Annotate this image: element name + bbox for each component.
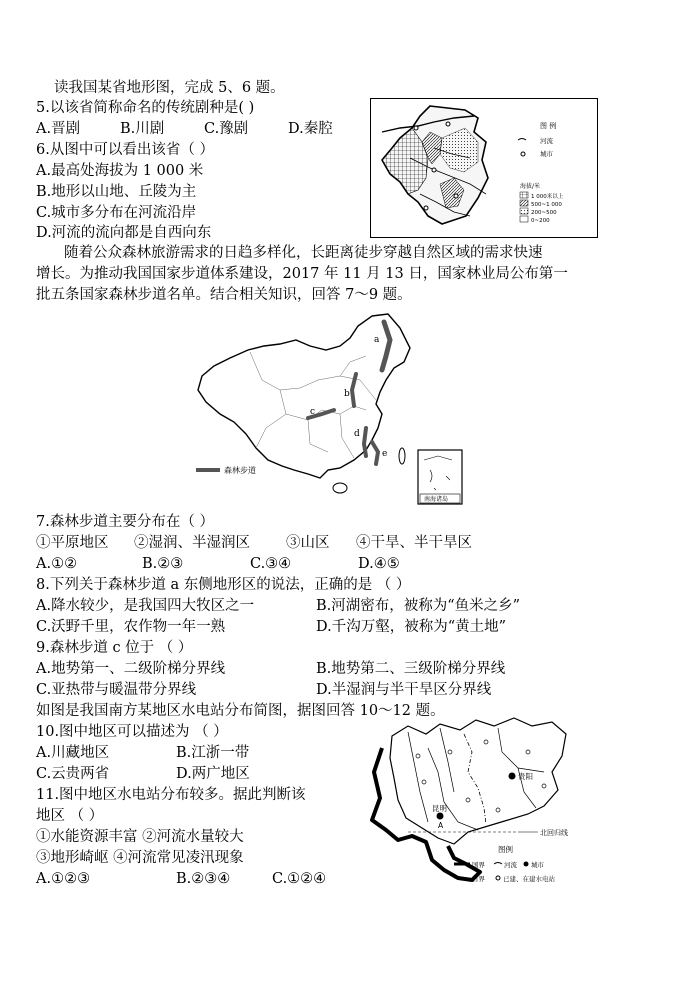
q5-stem: 5.以该省简称命名的传统剧种是( ) (36, 100, 255, 116)
inset-label: 南海诸岛 (424, 496, 449, 503)
q5-option-d: D.秦腔 (288, 121, 333, 137)
q6-option-a: A.最高处海拔为 1 000 米 (36, 163, 204, 179)
q7-option-c: C.③④ (250, 556, 292, 572)
q10-option-d: D.两广地区 (176, 766, 250, 782)
q7-item-1: ①平原地区 (36, 535, 109, 551)
q5-option-b: B.川剧 (120, 121, 165, 137)
q7-option-b: B.②③ (142, 556, 184, 572)
q7-item-4: ④干旱、半干旱区 (356, 535, 472, 551)
q9-stem: 9.森林步道 c 位于 （ ） (36, 640, 193, 656)
q11-stem-line2: 地区 （ ） (36, 808, 104, 824)
province-terrain-map (370, 98, 598, 238)
q10-option-c: C.云贵两省 (36, 766, 110, 782)
q9-option-c: C.亚热带与暖温带分界线 (36, 682, 197, 698)
elevation-level-2: 500~1 000 (531, 202, 562, 208)
trail-label-b: b (344, 389, 350, 399)
q8-option-d: D.千沟万壑，被称为“黄土地” (316, 619, 507, 635)
section2-para-line3: 批五条国家森林步道名单。结合相关知识，回答 7～9 题。 (36, 287, 412, 303)
q11-option-b: B.②③④ (176, 871, 231, 887)
tropic-label: 北回归线 (540, 829, 568, 837)
trail-label-c: c (310, 407, 316, 417)
trail-label-e: e (382, 449, 388, 459)
elevation-level-4: 0~200 (531, 218, 550, 224)
hydropower-map (368, 712, 580, 892)
q11-items-line1: ①水能资源丰富 ②河流水量较大 (36, 829, 244, 845)
china-forest-trail-map (190, 310, 470, 506)
q11-option-c: C.①②④ (272, 871, 327, 887)
city-kunming: 昆明 (432, 804, 447, 813)
trail-label-d: d (354, 429, 360, 439)
legend-hydropower: 已建、在建水电站 (503, 875, 555, 883)
q11-option-a: A.①②③ (36, 871, 91, 887)
q7-item-2: ②湿润、半湿润区 (134, 535, 250, 551)
legend-city: 城市 (540, 150, 553, 158)
legend-border: 国界 (472, 861, 485, 869)
q6-option-b: B.地形以山地、丘陵为主 (36, 184, 197, 200)
legend-title: 图 例 (540, 122, 557, 130)
q5-option-a: A.晋剧 (36, 121, 81, 137)
map3-legend-title: 图例 (498, 845, 513, 854)
q7-stem: 7.森林步道主要分布在（ ） (36, 514, 214, 530)
trail-label-a: a (374, 335, 380, 345)
elevation-level-3: 200~500 (531, 210, 557, 216)
q7-item-3: ③山区 (286, 535, 330, 551)
q10-option-b: B.江浙一带 (176, 745, 250, 761)
q5-option-c: C.豫剧 (204, 121, 249, 137)
q8-stem: 8.下列关于森林步道 a 东侧地形区的说法，正确的是 （ ） (36, 577, 411, 593)
q9-option-b: B.地势第二、三级阶梯分界线 (316, 661, 506, 677)
q8-option-b: B.河湖密布，被称为“鱼米之乡” (316, 598, 521, 614)
legend-river: 河流 (540, 137, 553, 145)
legend-city3: 城市 (531, 861, 544, 869)
q11-items-line2: ③地形崎岖 ④河流常见凌汛现象 (36, 850, 244, 866)
q6-option-c: C.城市多分布在河流沿岸 (36, 205, 197, 221)
trail-legend: 森林步道 (224, 466, 256, 475)
elevation-title: 海拔/米 (520, 183, 541, 190)
city-guiyang: 贵阳 (518, 772, 533, 781)
q9-option-d: D.半湿润与半干旱区分界线 (316, 682, 492, 698)
q11-stem-line1: 11.图中地区水电站分布较多。据此判断该 (36, 787, 306, 803)
section2-para-line1: 随着公众森林旅游需求的日趋多样化，长距离徒步穿越自然区域的需求快速 (64, 245, 543, 261)
elevation-level-1: 1 000米以上 (531, 194, 564, 200)
q8-option-c: C.沃野千里，农作物一年一熟 (36, 619, 226, 635)
q6-option-d: D.河流的流向都是自西向东 (36, 225, 212, 241)
q6-stem: 6.从图中可以看出该省（ ） (36, 142, 214, 158)
section1-intro: 读我国某省地形图，完成 5、6 题。 (54, 80, 285, 96)
point-a: A (438, 821, 444, 830)
legend-province-border: 省界 (472, 875, 485, 883)
q7-option-a: A.①② (36, 556, 78, 572)
section2-para-line2: 增长。为推动我国国家步道体系建设，2017 年 11 月 13 日，国家林业局公布第一 (36, 266, 568, 282)
q10-option-a: A.川藏地区 (36, 745, 110, 761)
legend-river3: 河流 (504, 861, 517, 869)
q10-stem: 10.图中地区可以描述为 （ ） (36, 724, 228, 740)
section3-intro: 如图是我国南方某地区水电站分布简图，据图回答 10～12 题。 (36, 703, 445, 719)
q9-option-a: A.地势第一、二级阶梯分界线 (36, 661, 226, 677)
q7-option-d: D.④⑤ (358, 556, 400, 572)
q8-option-a: A.降水较少，是我国四大牧区之一 (36, 598, 255, 614)
